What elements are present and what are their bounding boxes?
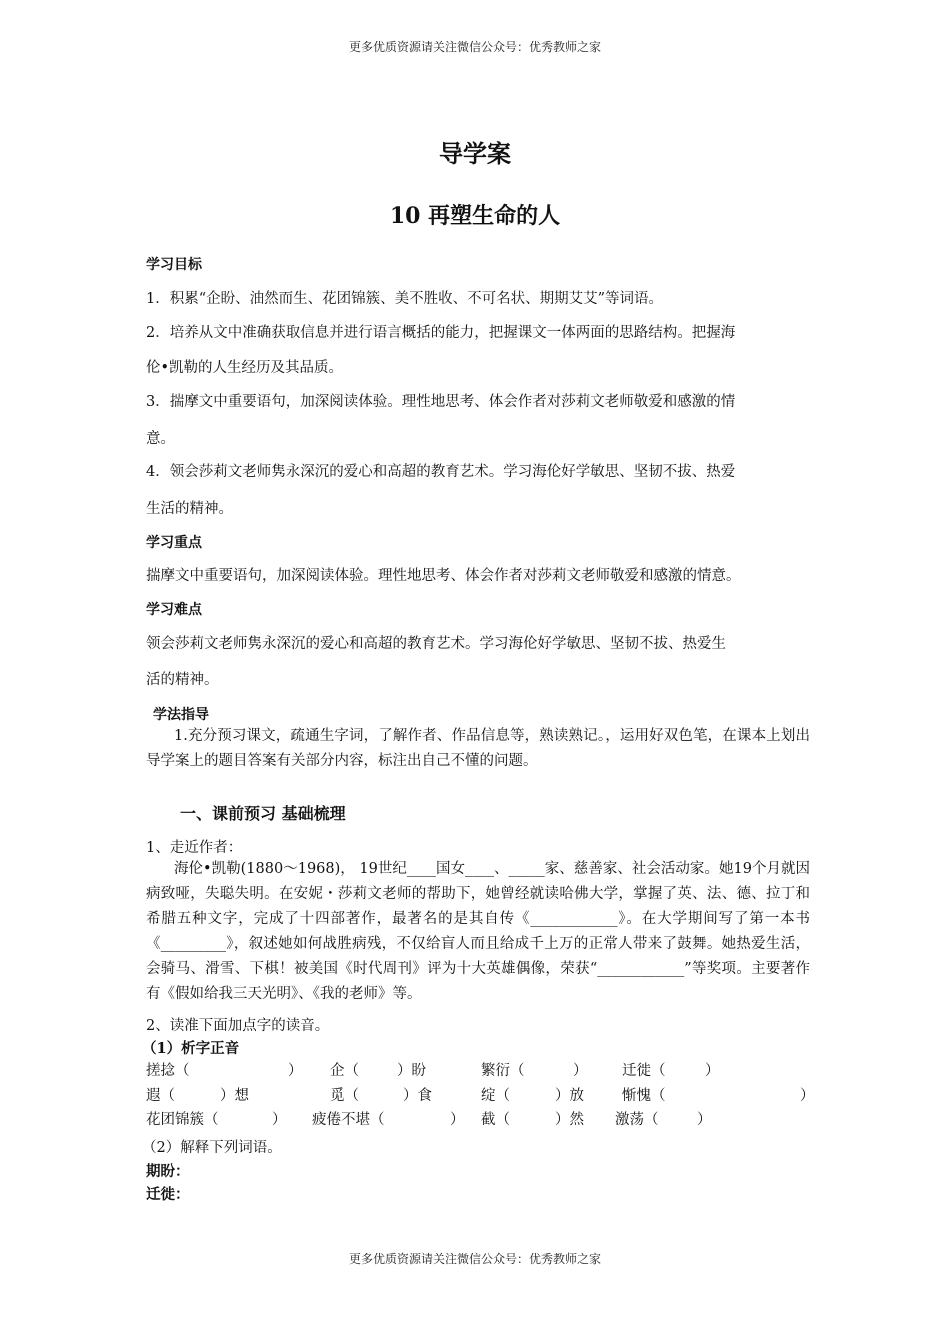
key-heading: 学习重点 — [146, 535, 202, 551]
bracket-close: ） — [573, 1063, 588, 1079]
goals-heading: 学习目标 — [146, 257, 202, 273]
word-qianxi-definition: 迁徙： — [146, 1186, 190, 1203]
page-header: 更多优质资源请关注微信公众号：优秀教师之家 — [348, 40, 601, 54]
word-jidang: 激荡（ — [615, 1112, 659, 1128]
word-cuonian: 搓捻（ — [146, 1063, 190, 1079]
page-footer: 更多优质资源请关注微信公众号：优秀教师之家 — [348, 1252, 601, 1266]
word-qipan-definition: 期盼： — [146, 1163, 190, 1180]
goal-3-line-2: 意。 — [146, 431, 175, 447]
word-zhanfang: 绽（ — [481, 1088, 510, 1104]
method-heading: 学法指导 — [153, 707, 209, 723]
bracket-close: ）放 — [555, 1088, 584, 1104]
bracket-close: ） — [450, 1112, 465, 1128]
word-cankui: 惭愧（ — [622, 1088, 666, 1104]
goal-4-line-1: 4．领会莎莉文老师隽永深沉的爱心和高超的教育艺术。学习海伦好学敏思、坚韧不拔、热爱 — [146, 464, 736, 480]
author-paragraph: 海伦•凯勒(1880～1968)， 19世纪____国女____、_____家、慈善家、社会活动家。她19个月就因病致哑，失聪失明。在安妮・莎莉文老师的帮助下，她曾经就读哈佛大学，掌握了英、法、德、拉丁和希腊五种文字，完成了十四部著作，最著名的是其自传《____________》。在大学期间写了第一本书《_________》，叙述她如何战胜病残，不仅给盲人而且给成千上万的正常人带来了鼓舞。她热爱生活，会骑马、滑雪、下棋！被美国《时代周刊》评为十大英雄偶像，荣获“____________”等奖项。主要著作有《假如给我三天光明》、《我的老师》等。 — [146, 861, 810, 1002]
bracket-close: ） — [697, 1112, 712, 1128]
key-text: 揣摩文中重要语句，加深阅读体验。理性地思考、体会作者对莎莉文老师敬爱和感激的情意。 — [146, 568, 741, 584]
word-huatuanjincu: 花团锦簇（ — [146, 1112, 219, 1128]
lesson-title: 10 再塑生命的人 — [389, 203, 561, 229]
pronunciation-subheading: （1）析字正音 — [142, 1040, 240, 1057]
goal-4-line-2: 生活的精神。 — [146, 501, 233, 517]
author-question: 1、走近作者： — [146, 840, 243, 856]
word-qipan: 企（ — [330, 1063, 359, 1079]
bracket-close: ） — [800, 1088, 815, 1104]
word-pijuanbukan: 疲倦不堪（ — [312, 1112, 385, 1128]
goal-2-line-1: 2．培养从文中准确获取信息并进行语言概括的能力，把握课文一体两面的思路结构。把握海 — [146, 325, 736, 341]
goal-3-line-1: 3．揣摩文中重要语句，加深阅读体验。理性地思考、体会作者对莎莉文老师敬爱和感激的情 — [146, 394, 736, 410]
pronunciation-question: 2、读准下面加点字的读音。 — [146, 1018, 330, 1034]
pronunciation-row-2 — [0, 1084, 950, 1106]
difficulty-line-2: 活的精神。 — [146, 672, 219, 688]
pronunciation-row-1 — [0, 1059, 950, 1081]
goal-2-line-2: 伦•凯勒的人生经历及其品质。 — [146, 360, 344, 376]
method-text: 1.充分预习课文，疏通生字词，了解作者、作品信息等，熟读熟记。，运用好双色笔，在课本上划出导学案上的题目答案有关部分内容，标注出自己不懂的问题。 — [146, 728, 810, 769]
difficulty-heading: 学习难点 — [146, 602, 202, 618]
goal-1: 1．积累“企盼、油然而生、花团锦簇、美不胜收、不可名状、期期艾艾”等词语。 — [146, 291, 664, 307]
bracket-close: ） — [272, 1112, 287, 1128]
bracket-close: ） — [705, 1063, 720, 1079]
pronunciation-row-3 — [0, 1108, 950, 1130]
section-1-heading: 一、课前预习 基础梳理 — [180, 804, 346, 823]
word-jieran: 截（ — [481, 1112, 510, 1128]
word-mishi: 觅（ — [330, 1088, 359, 1104]
bracket-close: ） — [288, 1063, 303, 1079]
word-qianxi: 迁徙（ — [622, 1063, 666, 1079]
bracket-close: ）食 — [403, 1088, 432, 1104]
page-title: 导学案 — [439, 139, 511, 168]
definition-question: （2）解释下列词语。 — [142, 1140, 282, 1156]
word-fanyan: 繁衍（ — [481, 1063, 525, 1079]
difficulty-line-1: 领会莎莉文老师隽永深沉的爱心和高超的教育艺术。学习海伦好学敏思、坚韧不拔、热爱生 — [146, 636, 726, 652]
bracket-close: ）然 — [555, 1112, 584, 1128]
bracket-close: ）想 — [220, 1088, 249, 1104]
word-xiaxiang: 遐（ — [146, 1088, 175, 1104]
bracket-close: ）盼 — [397, 1063, 426, 1079]
